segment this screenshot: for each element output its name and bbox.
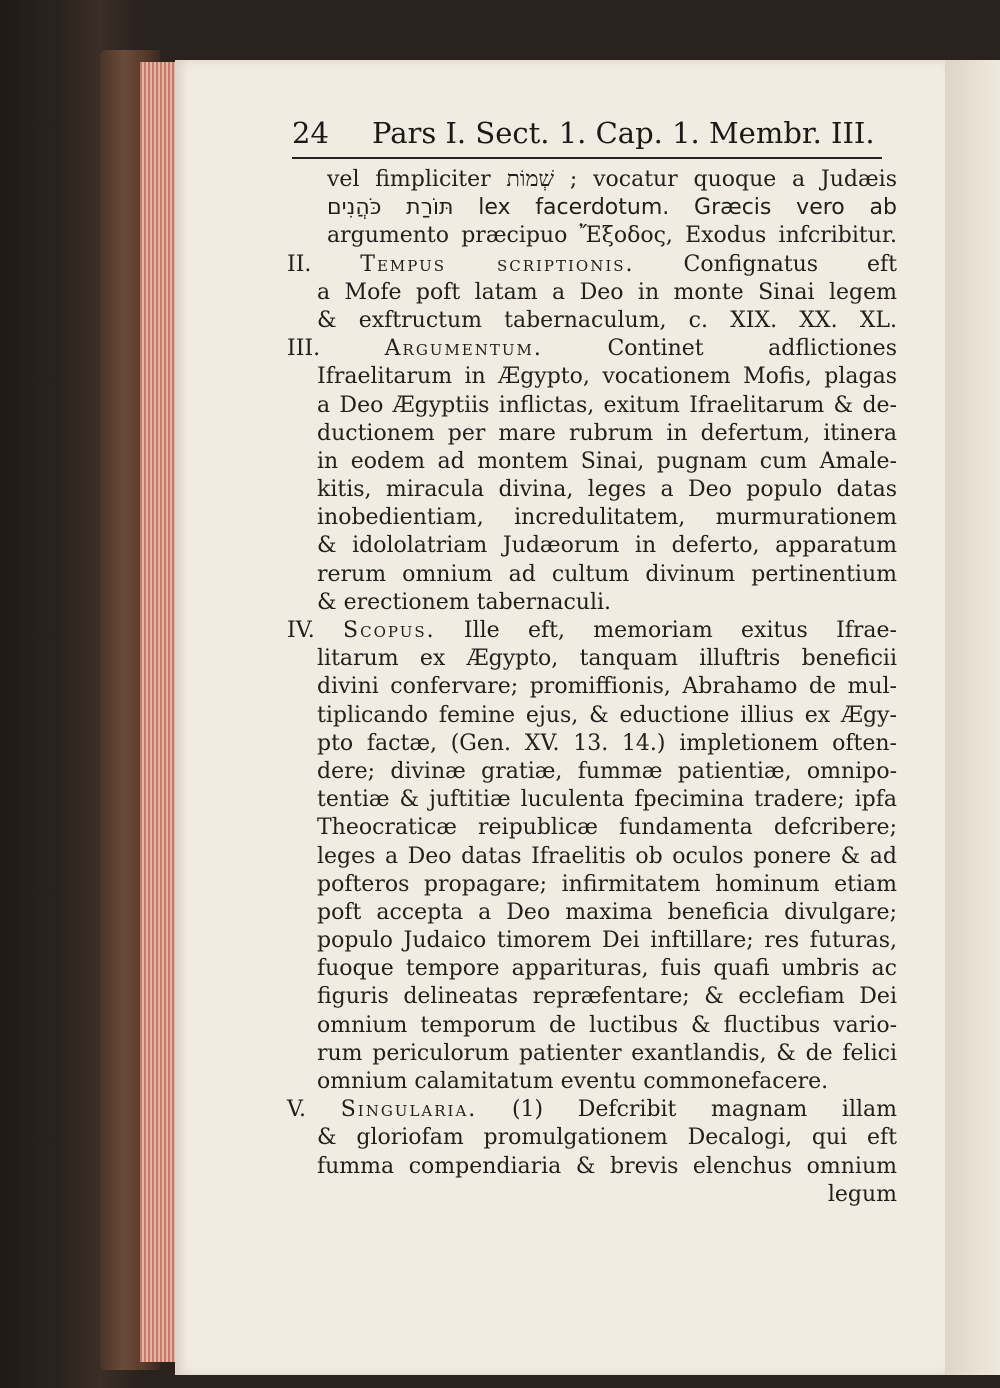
text-line: populo Judaico timorem Dei inftillare; res futuras, bbox=[317, 928, 897, 954]
text-line: kitis, miracula divina, leges a Deo populo datas bbox=[317, 477, 897, 503]
text-line: fuoque tempore apparituras, fuis quafi umbris ac bbox=[317, 956, 897, 982]
section-v-first-line bbox=[287, 1096, 897, 1124]
book-page bbox=[175, 60, 945, 1375]
text-line: poft accepta a Deo maxima beneficia divulgare; bbox=[317, 899, 897, 925]
text-span: Ille eft, memoriam exitus Ifrae- bbox=[463, 618, 897, 643]
text-line: dere; divinæ gratiæ, fummæ patientiæ, omnipo- bbox=[317, 758, 897, 784]
catchword: legum bbox=[827, 1181, 897, 1207]
page-number: 24 bbox=[292, 116, 329, 150]
section-iv-heading: Scopus. bbox=[343, 618, 436, 643]
text-line: Ifraelitarum in Ægypto, vocationem Mofis, plagas bbox=[317, 364, 897, 390]
section-iii-heading: Argumentum. bbox=[384, 336, 543, 362]
text-line: figuris delineatas repræfentare; & ecclefiam Dei bbox=[317, 984, 897, 1010]
section-ii-heading: Tempus scriptionis. bbox=[360, 251, 635, 277]
text-line: tiplicando femine ejus, & eductione illius ex Ægy- bbox=[317, 702, 897, 728]
text-span: Continet adflictiones bbox=[607, 336, 897, 362]
text-line: rerum omnium ad cultum divinum pertinentium bbox=[317, 561, 897, 587]
section-v-heading: Singularia. bbox=[340, 1097, 478, 1123]
text-line: Theocraticæ reipublicæ fundamenta defcribere; bbox=[317, 815, 897, 841]
page-edges bbox=[140, 62, 180, 1362]
text-line: rum periculorum patienter exantlandis, & de felici bbox=[317, 1040, 897, 1066]
text-line: & exftructum tabernaculum, c. XIX. XX. XL. bbox=[317, 307, 897, 333]
text-line: leges a Deo datas Ifraelitis ob oculos ponere & ad bbox=[317, 843, 897, 869]
text-span: (1) Defcribit magnam illam bbox=[511, 1097, 897, 1123]
text-line: pto factæ, (Gen. XV. 13. 14.) impletionem often- bbox=[317, 730, 897, 756]
text-line: a Mofe poft latam a Deo in monte Sinai legem bbox=[317, 279, 897, 305]
text-line: argumento præcipuo Ἔξοδος, Exodus infcribitur. bbox=[327, 223, 897, 249]
text-line: litarum ex Ægypto, tanquam illuftris beneficii bbox=[317, 646, 897, 672]
section-iii-first-line bbox=[287, 335, 897, 363]
facing-page-edge bbox=[945, 60, 1000, 1375]
text-line: inobedientiam, incredulitatem, murmurationem bbox=[317, 505, 897, 531]
text-line: vel fimpliciter שְׁמוֹת ; vocatur quoque a Judæis bbox=[327, 167, 897, 192]
page-header bbox=[292, 116, 882, 156]
text-line: tentiæ & juftitiæ luculenta fpecimina tradere; ipfa bbox=[317, 787, 897, 813]
text-line: a Deo Ægyptiis inflictas, exitum Ifraelitarum & de- bbox=[317, 392, 897, 418]
text-line: תּוֹרַת כֹּהֲנִים lex facerdotum. Græcis vero ab bbox=[327, 195, 897, 221]
running-title: Pars I. Sect. 1. Cap. 1. Membr. III. bbox=[372, 116, 875, 150]
text-line: divini confervare; promiffionis, Abrahamo de mul- bbox=[317, 674, 897, 700]
text-line: fumma compendiaria & brevis elenchus omnium bbox=[317, 1153, 897, 1179]
text-line: & erectionem tabernaculi. bbox=[317, 589, 612, 615]
text-span: Confignatus eft bbox=[683, 251, 897, 277]
page-body bbox=[287, 166, 897, 1209]
text-line: pofteros propagare; infirmitatem hominum etiam bbox=[317, 871, 897, 897]
text-line: ductionem per mare rubrum in defertum, itinera bbox=[317, 420, 897, 446]
text-line: omnium temporum de luctibus & fluctibus vario- bbox=[317, 1012, 897, 1038]
section-ii-numeral: II. bbox=[287, 251, 312, 277]
header-rule bbox=[292, 157, 882, 159]
text-line: & idololatriam Judæorum in deferto, apparatum bbox=[317, 533, 897, 559]
section-ii-first-line bbox=[287, 251, 897, 279]
text-line: in eodem ad montem Sinai, pugnam cum Amale- bbox=[317, 448, 897, 474]
section-iv-numeral: IV. bbox=[287, 618, 315, 643]
section-iii-numeral: III. bbox=[287, 336, 321, 362]
text-line: omnium calamitatum eventu commonefacere. bbox=[317, 1069, 829, 1094]
text-line: & gloriofam promulgationem Decalogi, qui eft bbox=[317, 1125, 897, 1151]
section-iv-first-line bbox=[287, 617, 897, 645]
section-v-numeral: V. bbox=[287, 1097, 307, 1123]
